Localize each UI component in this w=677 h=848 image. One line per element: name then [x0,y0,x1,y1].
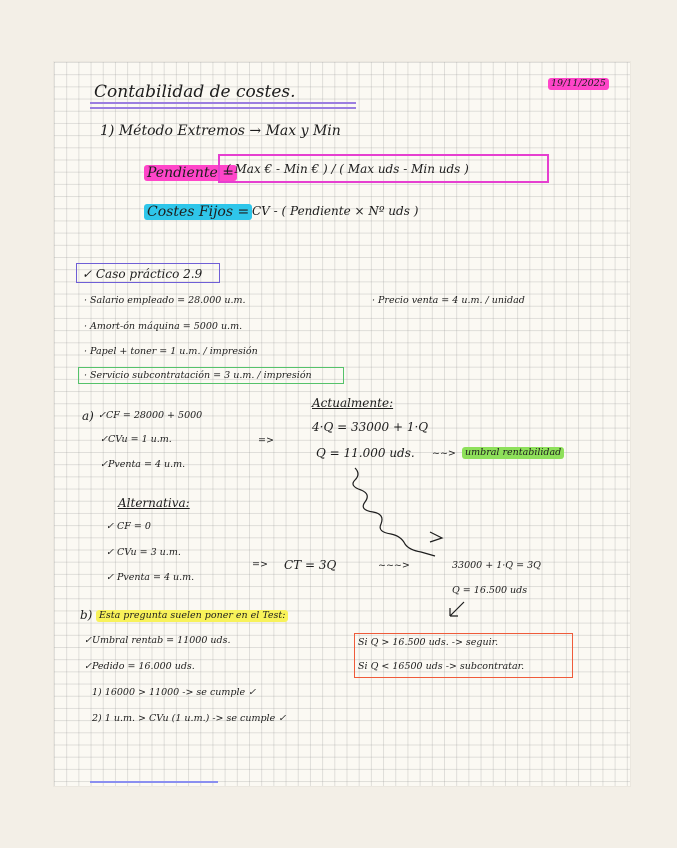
part-b-line-2: ✓Pedido = 16.000 uds. [84,661,195,672]
pendiente-formula: ( Max € - Min € ) / ( Max uds - Min uds ) [226,162,469,176]
part-a-line-3: ✓Pventa = 4 u.m. [100,459,186,470]
alt-line-1: ✓ CF = 0 [106,521,151,532]
case-bullet-4: · Servicio subcontratación = 3 u.m. / impresión [84,370,312,381]
ct-eq: CT = 3Q [284,558,337,572]
alt-arrow: => [252,559,268,570]
check-2: 2) 1 u.m. > CVu (1 u.m.) -> se cumple ✓ [92,713,287,724]
precio-venta: · Precio venta = 4 u.m. / unidad [372,295,525,306]
part-a-line-1: ✓CF = 28000 + 5000 [98,410,203,421]
alt-line-2: ✓ CVu = 3 u.m. [106,547,181,558]
page-title: Contabilidad de costes. [94,82,296,102]
eq-4: Q = 16.500 uds [452,585,528,596]
part-a-line-2: ✓CVu = 1 u.m. [100,434,172,445]
case-bullet-1: · Salario empleado = 28.000 u.m. [84,295,246,306]
decision-1: Si Q > 16.500 uds. -> seguir. [358,637,499,648]
umbral-arrow: ~~> [432,448,456,459]
footer-link-line [90,781,218,783]
alternativa-title: Alternativa: [118,496,190,510]
costes-fijos-formula: CV - ( Pendiente × Nº uds ) [252,204,419,218]
costes-fijos-label: Costes Fijos = [144,204,252,220]
eq-3: 33000 + 1·Q = 3Q [452,560,541,571]
check-1: 1) 16000 > 11000 -> se cumple ✓ [92,687,257,698]
alt-wave-arrow: ~~~> [378,560,410,571]
part-a-arrow: => [258,435,274,446]
method-heading: 1) Método Extremos → Max y Min [100,123,341,139]
pendiente-label: Pendiente = [144,165,237,181]
alt-line-3: ✓ Pventa = 4 u.m. [106,572,195,583]
umbral-label: umbral rentabilidad [462,447,564,459]
case-title: ✓ Caso práctico 2.9 [82,267,203,281]
part-b-title: Esta pregunta suelen poner en el Test: [96,610,288,622]
part-a-label: a) [82,409,94,423]
date-badge: 19/11/2025 [548,78,609,90]
case-bullet-3: · Papel + toner = 1 u.m. / impresión [84,346,258,357]
eq-1: 4·Q = 33000 + 1·Q [312,420,429,434]
decision-2: Si Q < 16500 uds -> subcontratar. [358,661,525,672]
actualmente-title: Actualmente: [312,396,394,410]
case-bullet-2: · Amort-ón máquina = 5000 u.m. [84,321,243,332]
eq-2: Q = 11.000 uds. [316,446,415,460]
part-b-line-1: ✓Umbral rentab = 11000 uds. [84,635,231,646]
part-b-label: b) [80,608,93,622]
